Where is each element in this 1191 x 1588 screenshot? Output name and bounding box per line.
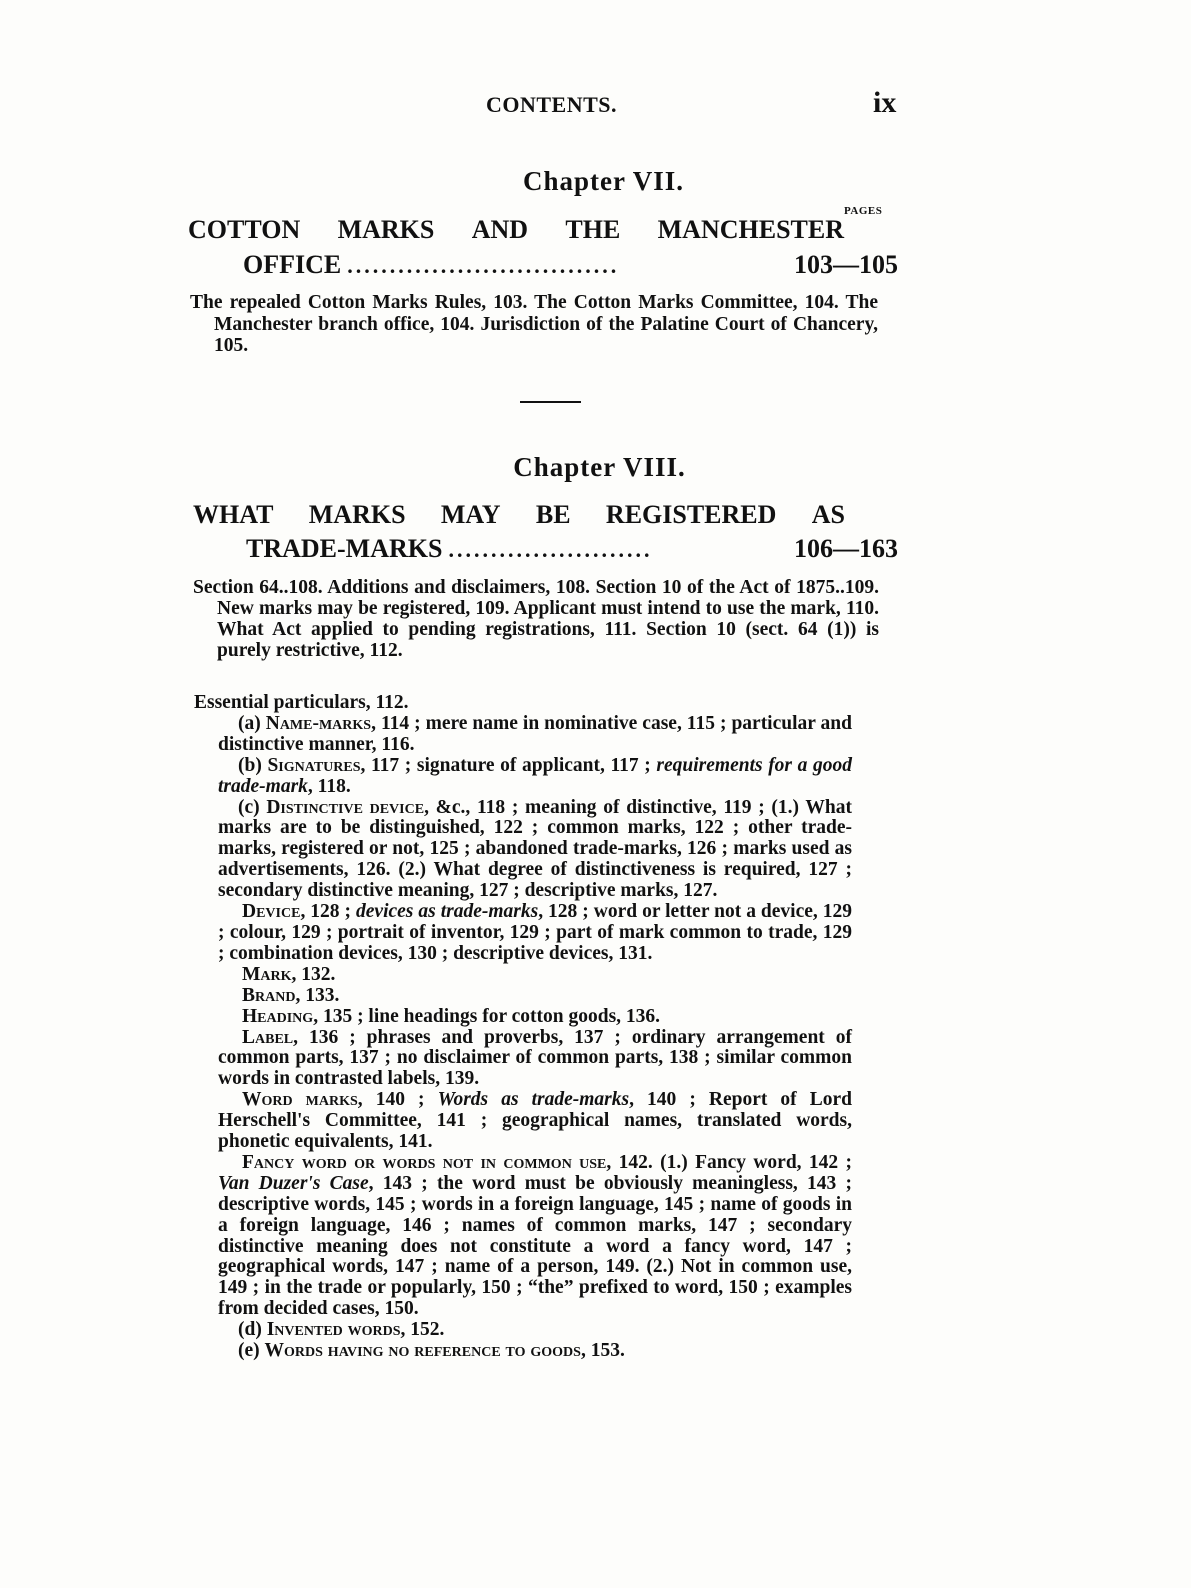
chapter-8-abstract: Section 64..108. Additions and disclaimers, 108. Section 10 of the Act of 1875..109. New marks may be registered, 109. Applicant must intend to use the mark, 110. What Act applied to pending registrations, 111. Section 10 (sect. 64 (1)) is purely restrictive, 112. [193,577,879,661]
running-head [0,86,1191,132]
title-word: THE [565,215,621,244]
running-title: CONTENTS. [486,92,618,117]
title-word: TRADE-MARKS [246,534,443,563]
entry-head: Distinctive device [266,796,425,818]
entry-e: (e) Words having no reference to goods, 153. [238,1340,625,1362]
entry-head: Heading [242,1005,314,1027]
title-word: WHAT [193,500,274,529]
chapter-8-contents [194,693,852,1362]
entry-word-marks: Word marks, 140 ; Words as trade-marks, 140 ; Report of Lord Herschell's Committee, 141 ; geographical names, translated words, phonetic equivalents, 141. [218,1089,852,1153]
chapter-8-title-line2 [246,534,898,564]
entry-head: Label [242,1026,294,1048]
entry-device: Device, 128 ; devices as trade-marks, 128 ; word or letter not a device, 129 ; colour, 129 ; portrait of inventor, 129 ; part of mark common to trade, 129 ; combination devices, 130 ; descriptive devices, 131. [218,901,853,964]
entry-label: Label, 136 ; phrases and proverbs, 137 ; ordinary arrangement of common parts, 137 ; no disclaimer of common parts, 138 ; similar common words in contrasted labels, 139. [218,1026,852,1090]
chapter-7-title-line1 [188,215,844,245]
entry-head: Fancy word or words not in common use [242,1151,607,1173]
entry-brand: Brand, 133. [242,984,340,1006]
pages-column-label: PAGES [844,205,883,217]
entry-d: (d) Invented words, 152. [238,1319,445,1341]
title-word: AS [811,500,845,529]
entry-b: (b) Signatures, 117 ; signature of applicant, 117 ; requirements for a good trade-mark, 118. [218,754,852,797]
dot-leader: ................................ [347,253,620,278]
entry-head: Word marks [242,1089,358,1111]
entry-essential: Essential particulars, 112. [194,692,409,713]
chapter-7-heading: Chapter VII. [522,166,685,196]
page-range: 103—105 [794,250,898,279]
title-word: MAY [440,500,501,529]
entry-head: Name-marks [265,712,372,734]
chapter-7-abstract: The repealed Cotton Marks Rules, 103. The Cotton Marks Committee, 104. The Manchester branch office, 104. Jurisdiction of the Palatine Court of Chancery, 105. [190,292,878,356]
entry-mark: Mark, 132. [242,963,336,985]
page-number: ix [873,86,897,119]
title-word: MARKS [337,215,435,244]
chapter-8-heading: Chapter VIII. [513,452,686,482]
title-word: OFFICE [243,250,342,279]
title-word: MANCHESTER [657,215,844,244]
title-word: AND [471,215,529,244]
chapter-7-title-line2 [243,250,898,280]
entry-fancy-word: Fancy word or words not in common use, 142. (1.) Fancy word, 142 ; Van Duzer's Case, 143 ; the word must be obviously meaningless, 143 ; descriptive words, 145 ; words in a foreign language, 145 ; name of goods in a foreign language, 146 ; names of common marks, 147 ; secondary distinctive meaning does not constitute a word a fancy word, 147 ; geographical words, 147 ; name of a person, 149. (2.) Not in common use, 149 ; in the trade or popularly, 150 ; “the” prefixed to word, 150 ; examples from decided cases, 150. [218,1151,853,1320]
entry-head: Signatures [267,754,361,776]
entry-c: (c) Distinctive device, &c., 118 ; meaning of distinctive, 119 ; (1.) What marks are to be distinguished, 122 ; common marks, 122 ; other trade-marks, registered or not, 125 ; abandoned trade-marks, 126 ; marks used as advertisements, 126. (2.) What degree of distinctiveness is required, 127 ; secondary distinctive meaning, 127 ; descriptive marks, 127. [218,796,852,902]
entry-head: Mark [242,963,292,985]
entry-head: Words having no reference to goods [264,1340,581,1362]
title-word: COTTON [188,215,301,244]
page-range: 106—163 [794,534,898,563]
entry-head: Invented words [266,1319,401,1341]
entry-heading: Heading, 135 ; line headings for cotton goods, 136. [242,1005,661,1027]
title-word: BE [535,500,571,529]
entry-head: Brand [242,984,296,1006]
title-word: REGISTERED [605,500,777,529]
dot-leader: ........................ [448,537,653,562]
chapter-8-title-line1 [193,500,845,530]
section-divider [520,401,581,403]
entry-a: (a) Name-marks, 114 ; mere name in nominative case, 115 ; particular and distinctive manner, 116. [218,712,852,755]
entry-head: Device [242,901,301,923]
title-word: MARKS [308,500,406,529]
